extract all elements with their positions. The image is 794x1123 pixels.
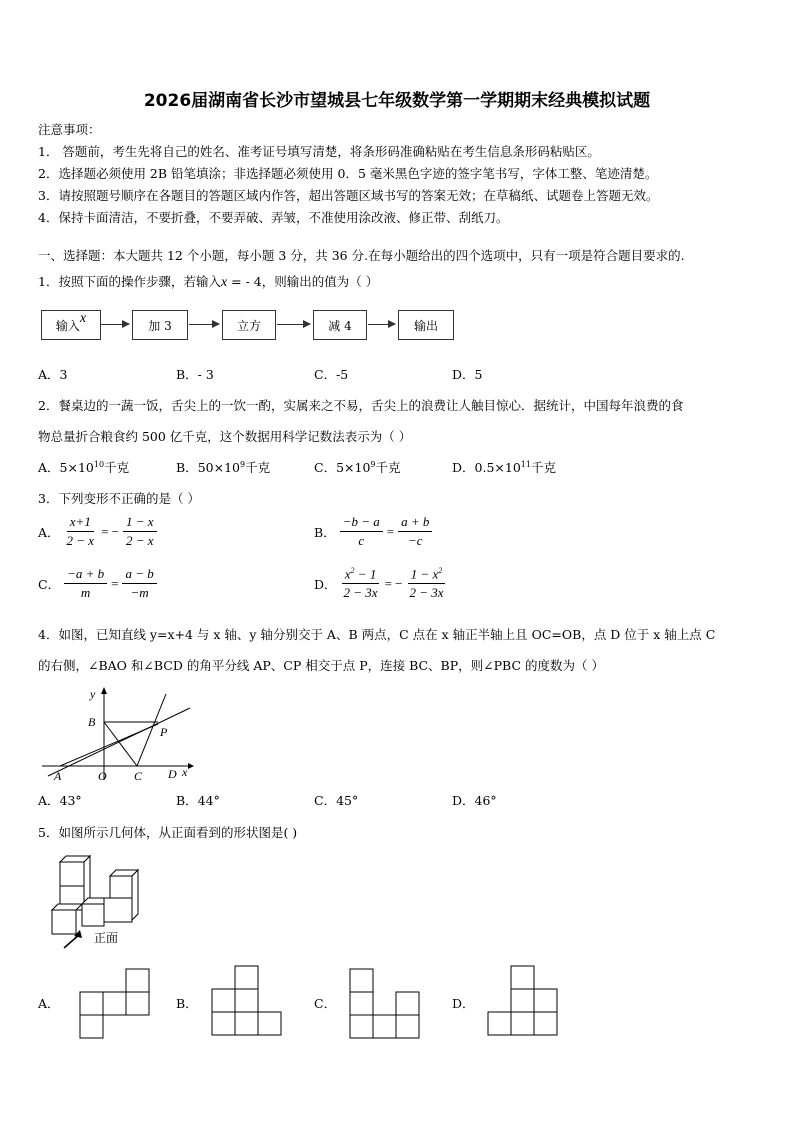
- exponent: 2: [350, 566, 355, 575]
- denominator: 2 − x: [126, 533, 154, 548]
- flow-arrow: [101, 324, 129, 325]
- grid-square: [350, 992, 373, 1015]
- grid-square: [80, 992, 103, 1015]
- grid-square: [212, 989, 235, 1012]
- q3-stem: 3．下列变形不正确的是（ ）: [38, 491, 200, 506]
- q4-figure: [38, 684, 198, 784]
- denominator: 2 − x: [66, 533, 95, 548]
- numerator: x+1: [67, 514, 94, 532]
- q2-option-c: [314, 458, 401, 476]
- grid-square: [373, 1015, 396, 1038]
- grid-square: [488, 1012, 511, 1035]
- label-x: x: [182, 765, 188, 779]
- flow-label: 输入: [55, 318, 80, 333]
- q2-option-d: [452, 458, 556, 476]
- fraction: [340, 514, 383, 549]
- grid-square: [396, 992, 419, 1015]
- fraction: [64, 566, 107, 601]
- flow-box-output: [398, 310, 454, 340]
- grid-square: [511, 989, 534, 1012]
- option-unit: 千克: [245, 460, 271, 475]
- q3-option-a: [38, 514, 157, 549]
- flow-box-add: [132, 310, 188, 340]
- option-base: 5×10: [59, 460, 94, 475]
- option-exp: 9: [370, 459, 376, 469]
- option-unit: 千克: [104, 460, 130, 475]
- q4-option-d: D．46°: [452, 793, 497, 808]
- denominator: m: [80, 585, 91, 600]
- fraction: [341, 566, 381, 601]
- option-label: A．: [38, 524, 60, 540]
- q1-stem-post: = - 4，则输出的值为（ ）: [227, 274, 379, 289]
- option-label: B．: [314, 524, 336, 540]
- grid-square: [511, 1012, 534, 1035]
- flow-box-subtract: [313, 310, 367, 340]
- option-label: B．: [176, 460, 198, 475]
- denominator: 2 − 3x: [409, 585, 444, 601]
- cube-front: [60, 862, 84, 886]
- q5-option-d-label: D．: [452, 996, 475, 1011]
- notice-item: 1． 答题前，考生先将自己的姓名、准考证号填写清楚，将条形码准确粘贴在考生信息条形码粘贴区。: [38, 144, 600, 159]
- flow-arrow: [277, 324, 310, 325]
- flow-arrow: [368, 324, 395, 325]
- grid-square: [396, 1015, 419, 1038]
- equals-sign: = −: [384, 575, 403, 591]
- q4-stem-line1: 4．如图，已知直线 y=x+4 与 x 轴、y 轴分别交于 A、B 两点，C 点在 x 轴正半轴上且 OC=OB，点 D 位于 x 轴上点 C: [38, 627, 716, 642]
- q5-option-b-figure: [210, 965, 284, 1037]
- q3-option-b: [314, 514, 432, 549]
- q5-option-b-label: B．: [176, 996, 198, 1011]
- label-p: P: [160, 725, 168, 739]
- segment-bc: [104, 722, 137, 766]
- grid-square: [350, 969, 373, 992]
- grid-square: [511, 966, 534, 989]
- grid-square: [235, 989, 258, 1012]
- numerator: [342, 566, 380, 584]
- fraction: [122, 566, 156, 601]
- grid-square: [103, 992, 126, 1015]
- option-label: C．: [314, 460, 337, 475]
- grid-square: [126, 992, 149, 1015]
- equals-sign: =: [386, 523, 395, 539]
- option-label: A．: [38, 460, 60, 475]
- q1-option-a: A．3: [38, 367, 68, 382]
- option-base: 0.5×10: [474, 460, 521, 475]
- q2-option-b: [176, 458, 270, 476]
- grid-square: [534, 1012, 557, 1035]
- x-axis-arrow-icon: [188, 763, 194, 769]
- numerator: [408, 566, 446, 584]
- grid-square: [212, 1012, 235, 1035]
- q5-option-d-figure: [486, 965, 560, 1037]
- grid-square: [235, 1012, 258, 1035]
- q2-stem-line2: 物总量折合粮食约 500 亿千克，这个数据用科学记数法表示为（ ）: [38, 429, 412, 444]
- grid-square: [235, 966, 258, 989]
- option-label: C．: [38, 576, 61, 592]
- q2-stem-line1: 2．餐桌边的一蔬一饭，舌尖上的一饮一酌，实属来之不易，舌尖上的浪费让人触目惊心．据统计，中国每年浪费的食: [38, 398, 684, 413]
- option-exp: 11: [520, 459, 531, 469]
- label-d: D: [168, 767, 177, 781]
- term: 1 − x: [410, 566, 439, 582]
- denominator: −c: [407, 533, 423, 548]
- q1-stem-pre: 1．按照下面的操作步骤，若输入: [38, 274, 221, 289]
- q1-stem: [38, 272, 378, 291]
- option-unit: 千克: [375, 460, 401, 475]
- numerator: −a + b: [64, 566, 107, 584]
- q5-stem: 5．如图所示几何体，从正面看到的形状图是( ): [38, 825, 298, 840]
- label-a: A: [54, 769, 62, 783]
- option-label: D．: [452, 460, 475, 475]
- fraction: [407, 566, 447, 601]
- equals-sign: =: [111, 575, 119, 591]
- y-axis-arrow-icon: [101, 687, 107, 694]
- numerator: −b − a: [340, 514, 383, 532]
- equals-sign: = −: [101, 523, 119, 539]
- notice-item: 2．选择题必须使用 2B 铅笔填涂；非选择题必须使用 0．5 毫米黑色字迹的签字笔书写，字体工整、笔迹清楚。: [38, 166, 658, 181]
- option-base: 5×10: [336, 460, 371, 475]
- q4-option-c: C．45°: [314, 793, 359, 808]
- flow-label: 加 3: [148, 318, 172, 333]
- term: − 1: [354, 566, 377, 582]
- segment-ap: [60, 724, 158, 766]
- flow-arrow: [189, 324, 219, 325]
- label-b: B: [88, 715, 96, 729]
- fraction: [123, 514, 157, 549]
- grid-square: [258, 1012, 281, 1035]
- q5-option-c-label: C．: [314, 996, 337, 1011]
- label-y: y: [90, 687, 96, 701]
- denominator: c: [358, 533, 365, 548]
- fraction: [64, 514, 98, 549]
- q2-option-a: [38, 458, 129, 476]
- cube-front: [110, 876, 132, 898]
- option-exp: 9: [239, 459, 246, 469]
- page-title: 2026届湖南省长沙市望城县七年级数学第一学期期末经典模拟试题: [143, 91, 651, 111]
- q1-option-c: C．-5: [314, 367, 349, 382]
- flow-label: 减 4: [328, 318, 352, 333]
- grid-square: [80, 1015, 103, 1038]
- option-exp: 10: [93, 459, 105, 469]
- label-c: C: [134, 769, 143, 783]
- q5-solid-figure: [46, 852, 146, 952]
- notice-item: 4．保持卡面清洁，不要折叠，不要弄破、弄皱，不准使用涂改液、修正带、刮纸刀。: [38, 210, 509, 225]
- cube-top: [52, 904, 82, 910]
- cube-side: [132, 870, 138, 920]
- term: x: [344, 566, 351, 582]
- q5-option-a-figure: [78, 968, 152, 1040]
- cube-front: [104, 898, 132, 922]
- flow-input-var: x: [79, 311, 87, 326]
- grid-square: [534, 989, 557, 1012]
- q5-option-c-figure: [348, 968, 422, 1040]
- q4-stem-line2: 的右侧，∠BAO 和∠BCD 的角平分线 AP、CP 相交于点 P，连接 BC、BP，则∠PBC 的度数为（ ）: [38, 658, 604, 673]
- q3-option-d: [314, 566, 447, 601]
- cube-front: [52, 910, 76, 934]
- numerator: 1 − x: [123, 514, 157, 532]
- fraction: [398, 514, 432, 549]
- exponent: 2: [438, 566, 443, 575]
- option-label: D．: [314, 576, 337, 592]
- flow-label: 立方: [236, 318, 261, 333]
- notice-item: 3．请按照题号顺序在各题目的答题区域内作答，超出答题区域书写的答案无效；在草稿纸、试题卷上答题无效。: [38, 188, 659, 203]
- option-unit: 千克: [530, 460, 556, 475]
- flow-label: 输出: [413, 318, 438, 333]
- grid-square: [126, 969, 149, 992]
- q4-option-b: B．44°: [176, 793, 220, 808]
- label-o: O: [98, 769, 107, 783]
- flow-box-input: [41, 310, 101, 340]
- q5-option-a-label: A．: [38, 996, 60, 1011]
- numerator: a − b: [122, 566, 156, 584]
- option-base: 50×10: [197, 460, 240, 475]
- notice-heading: 注意事项：: [38, 122, 101, 137]
- q1-option-b: B．- 3: [176, 367, 214, 382]
- numerator: a + b: [398, 514, 432, 532]
- cube-front: [82, 904, 104, 926]
- q3-option-c: [38, 566, 157, 601]
- flow-box-cube: [222, 310, 276, 340]
- denominator: 2 − 3x: [343, 585, 378, 601]
- denominator: −m: [130, 585, 149, 600]
- front-label: 正面: [94, 931, 119, 945]
- grid-square: [350, 1015, 373, 1038]
- q1-option-d: D．5: [452, 367, 483, 382]
- q1-stem-var: x: [220, 275, 228, 290]
- section-heading: 一、选择题：本大题共 12 个小题，每小题 3 分，共 36 分.在每小题给出的四个选项中，只有一项是符合题目要求的.: [38, 248, 685, 263]
- q4-option-a: A．43°: [38, 793, 82, 808]
